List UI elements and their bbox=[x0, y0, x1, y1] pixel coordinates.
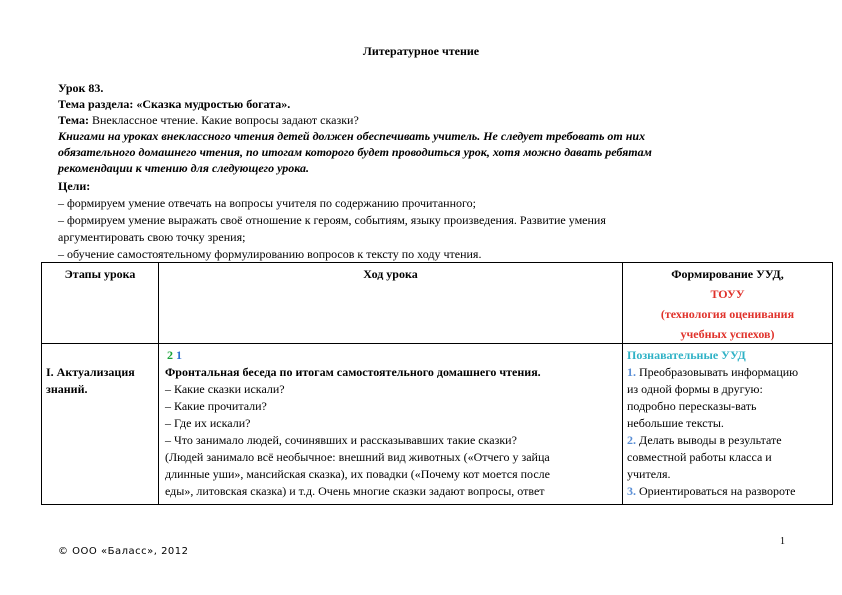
course-line: длинные уши», мансийская сказка), их повадки («Почему кот моется после bbox=[165, 467, 550, 481]
intro-line: Книгами на уроках внеклассного чтения детей должен обеспечивать учитель. Не следует требовать от них bbox=[58, 129, 646, 143]
intro-paragraph bbox=[58, 128, 784, 176]
table-row bbox=[42, 344, 833, 505]
header-stages: Этапы урока bbox=[42, 263, 159, 344]
section-topic: Тема раздела: «Сказка мудростью богата». bbox=[58, 97, 291, 111]
page-number: 1 bbox=[780, 536, 785, 547]
topic-label: Тема: bbox=[58, 113, 89, 127]
goal-line: аргументировать свою точку зрения; bbox=[58, 230, 246, 244]
uud-cell bbox=[623, 344, 833, 505]
uud-heading: Формирование УУД, bbox=[671, 267, 784, 281]
uud-sub2: учебных успехов) bbox=[680, 327, 775, 341]
stage-line: I. Актуализация bbox=[46, 365, 135, 379]
course-title: Фронтальная беседа по итогам самостоятельного домашнего чтения. bbox=[165, 365, 541, 379]
stage-cell bbox=[42, 344, 159, 505]
course-line: – Что занимало людей, сочинявших и рассказывавших такие сказки? bbox=[165, 433, 517, 447]
lesson-topic bbox=[58, 112, 359, 128]
goal-line: – обучение самостоятельному формулированию вопросов к тексту по ходу чтения. bbox=[58, 247, 482, 261]
marker-blue: 1 bbox=[176, 348, 182, 362]
course-line: еды», литовская сказка) и т.д. Очень многие сказки задают вопросы, ответ bbox=[165, 484, 545, 498]
lesson-number: Урок 83. bbox=[58, 81, 104, 95]
intro-line: рекомендации к чтению для следующего урока. bbox=[58, 161, 310, 175]
course-line: – Какие прочитали? bbox=[165, 399, 267, 413]
goals-label: Цели: bbox=[58, 179, 91, 193]
marker-green: 2 bbox=[167, 348, 173, 362]
uud-item-number: 1. bbox=[627, 365, 636, 379]
uud-sub1: (технология оценивания bbox=[660, 307, 795, 321]
copyright: © ООО «Баласс», 2012 bbox=[58, 546, 189, 557]
uud-item-line: Ориентироваться на развороте bbox=[639, 484, 796, 498]
header-course: Ход урока bbox=[159, 263, 623, 344]
header-uud bbox=[623, 263, 833, 344]
uud-item-line: из одной формы в другую: bbox=[627, 382, 763, 396]
uud-item-number: 2. bbox=[627, 433, 636, 447]
uud-touu: ТОУУ bbox=[710, 287, 745, 301]
table-header-row bbox=[42, 263, 833, 344]
uud-item-line: небольшие тексты. bbox=[627, 416, 724, 430]
goal-line: – формируем умение отвечать на вопросы учителя по содержанию прочитанного; bbox=[58, 196, 476, 210]
intro-line: обязательного домашнего чтения, по итогам которого будет проводиться урок, хотя можно давать ребятам bbox=[58, 145, 652, 159]
uud-item-line: подробно пересказы-вать bbox=[627, 399, 757, 413]
goal-line: – формируем умение выражать своё отношение к героям, событиям, языку произведения. Развитие умения bbox=[58, 213, 606, 227]
uud-item-line: учителя. bbox=[627, 467, 671, 481]
course-line: – Какие сказки искали? bbox=[165, 382, 285, 396]
course-line: (Людей занимало всё необычное: внешний вид животных («Отчего у зайца bbox=[165, 450, 550, 464]
topic-text: Внеклассное чтение. Какие вопросы задают сказки? bbox=[91, 113, 359, 127]
uud-item-line: совместной работы класса и bbox=[627, 450, 772, 464]
uud-item-line: Преобразовывать информацию bbox=[639, 365, 799, 379]
course-cell bbox=[159, 344, 623, 505]
course-line: – Где их искали? bbox=[165, 416, 251, 430]
uud-item-number: 3. bbox=[627, 484, 636, 498]
lesson-table bbox=[41, 262, 833, 505]
stage-line: знаний. bbox=[46, 382, 88, 396]
document-title: Литературное чтение bbox=[362, 44, 480, 58]
uud-item-line: Делать выводы в результате bbox=[639, 433, 782, 447]
uud-title: Познавательные УУД bbox=[627, 348, 746, 362]
